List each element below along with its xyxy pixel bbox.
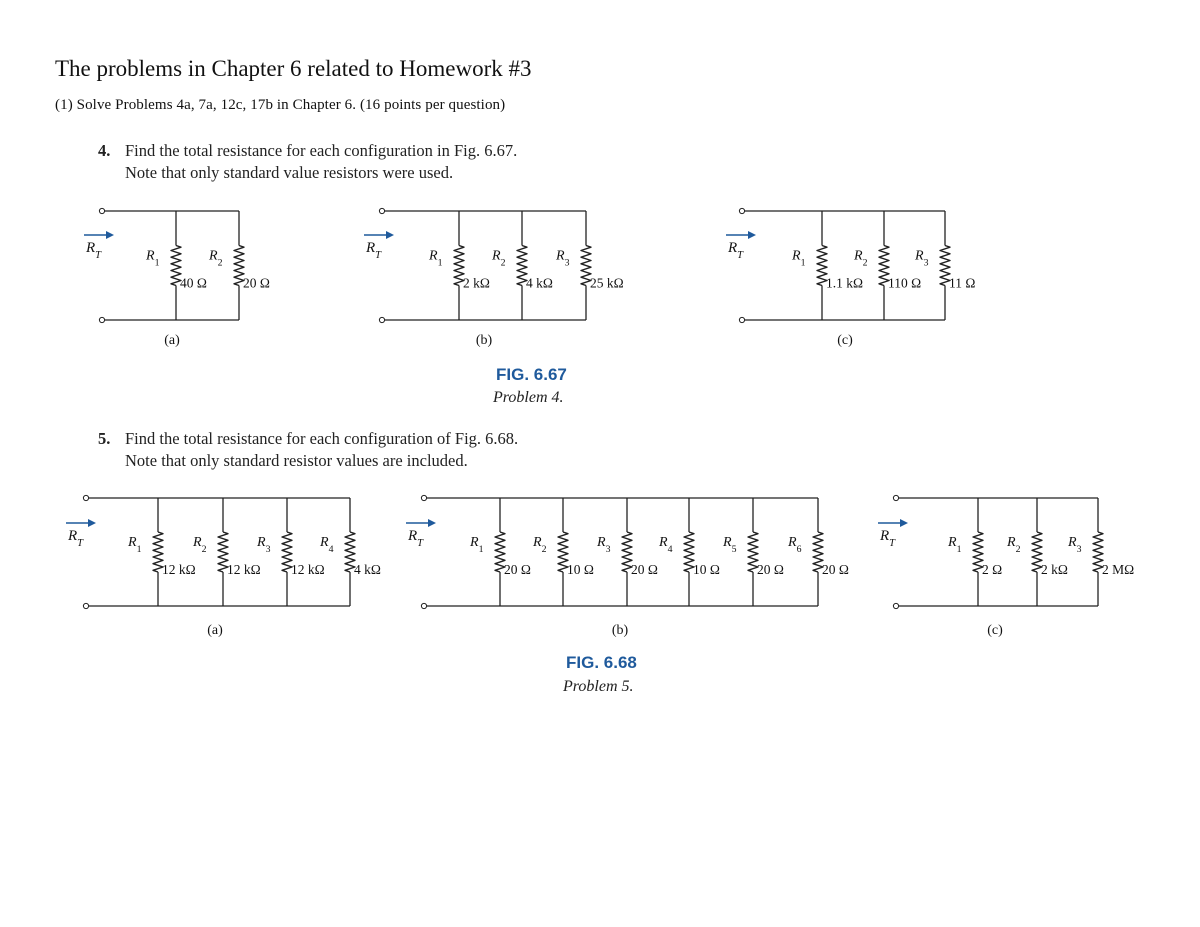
document-title: The problems in Chapter 6 related to Homework #3	[55, 56, 532, 81]
resistor-R6	[787, 498, 849, 606]
figure-6-68-caption: FIG. 6.68	[566, 653, 637, 672]
figure-6-67-subcaption: Problem 4.	[493, 389, 564, 406]
resistor-R2	[1006, 498, 1068, 606]
circuit-tag: (a)	[207, 623, 223, 638]
terminal-top	[739, 208, 744, 213]
homework-instruction: (1) Solve Problems 4a, 7a, 12c, 17b in Chapter 6. (16 points per question)	[55, 97, 506, 113]
problem-5-line-1: Find the total resistance for each configuration of Fig. 6.68.	[125, 429, 519, 448]
problem-4-line-1: Find the total resistance for each configuration in Fig. 6.67.	[125, 141, 518, 160]
resistor-value: 110 Ω	[888, 275, 922, 291]
resistor-R4	[658, 498, 720, 606]
circuit-tag: (b)	[475, 333, 493, 348]
resistor-label: $R_5$	[723, 535, 737, 555]
terminal-top	[421, 495, 426, 500]
resistor-R3	[1067, 498, 1134, 606]
resistor-R5	[722, 498, 784, 606]
resistor-value: 20 Ω	[243, 275, 270, 291]
circuit-tag: (b)	[611, 623, 629, 638]
resistor-label: $R_2$	[492, 248, 506, 268]
resistor-value: 12 kΩ	[291, 562, 325, 577]
resistor-R3	[596, 498, 658, 606]
resistor-R1	[428, 211, 490, 320]
rt-label: $R_T$	[68, 528, 84, 549]
resistor-R2	[853, 211, 921, 320]
resistor-value: 4 kΩ	[354, 562, 381, 577]
rt-arrow-head	[88, 519, 96, 527]
terminal-bottom	[83, 603, 88, 608]
resistor-label: $R_1$	[128, 535, 142, 555]
resistor-label: $R_1$	[429, 248, 443, 268]
resistor-R3	[256, 498, 325, 606]
resistor-R2	[532, 498, 594, 606]
resistor-label: $R_3$	[1068, 535, 1082, 555]
resistor-R1	[947, 498, 1002, 606]
terminal-top	[379, 208, 384, 213]
rt-arrow-head	[106, 231, 114, 239]
terminal-top	[83, 495, 88, 500]
resistor-label: $R_3$	[597, 535, 611, 555]
rt-arrow-head	[900, 519, 908, 527]
terminal-bottom	[99, 317, 104, 322]
resistor-label: $R_2$	[854, 248, 868, 268]
resistor-R2	[208, 211, 270, 320]
circuit-tag: (c)	[837, 333, 853, 348]
resistor-value: 11 Ω	[949, 275, 976, 291]
resistor-value: 10 Ω	[693, 562, 720, 577]
fig68-circuit-1	[66, 495, 381, 638]
resistor-R1	[791, 211, 863, 320]
resistor-value: 10 Ω	[567, 562, 594, 577]
resistor-label: $R_3$	[257, 535, 271, 555]
terminal-top	[99, 208, 104, 213]
figure-6-68-subcaption: Problem 5.	[563, 678, 634, 695]
terminal-bottom	[893, 603, 898, 608]
resistor-value: 2 kΩ	[463, 275, 490, 291]
resistor-value: 20 Ω	[631, 562, 658, 577]
rt-label: $R_T$	[728, 240, 744, 261]
rt-label: $R_T$	[86, 240, 102, 261]
resistor-R1	[145, 211, 207, 320]
resistor-value: 2 kΩ	[1041, 562, 1068, 577]
resistor-label: $R_1$	[470, 535, 484, 555]
fig67-circuit-2	[364, 208, 624, 348]
resistor-label: $R_1$	[948, 535, 962, 555]
problem-5-number: 5.	[98, 429, 111, 448]
resistor-value: 2 MΩ	[1102, 562, 1135, 577]
resistor-value: 40 Ω	[180, 275, 207, 291]
resistor-R2	[491, 211, 553, 320]
resistor-value: 1.1 kΩ	[826, 275, 864, 291]
resistor-value: 20 Ω	[757, 562, 784, 577]
resistor-label: $R_1$	[146, 248, 160, 268]
problem-4-number: 4.	[98, 141, 111, 160]
terminal-top	[893, 495, 898, 500]
circuit-tag: (c)	[987, 623, 1003, 638]
resistor-R3	[555, 211, 624, 320]
fig68-circuit-3	[878, 495, 1134, 638]
problem-5-line-2: Note that only standard resistor values are included.	[125, 451, 468, 470]
fig68-circuit-2	[406, 495, 849, 638]
fig67-circuit-3	[726, 208, 975, 348]
resistor-label: $R_4$	[659, 535, 673, 555]
resistor-value: 12 kΩ	[162, 562, 196, 577]
resistor-label: $R_2$	[533, 535, 547, 555]
rt-label: $R_T$	[880, 528, 896, 549]
circuit-tag: (a)	[164, 333, 180, 348]
terminal-bottom	[421, 603, 426, 608]
resistor-value: 20 Ω	[504, 562, 531, 577]
terminal-bottom	[379, 317, 384, 322]
resistor-label: $R_2$	[209, 248, 223, 268]
rt-arrow-head	[386, 231, 394, 239]
resistor-label: $R_2$	[193, 535, 207, 555]
rt-arrow-head	[748, 231, 756, 239]
rt-label: $R_T$	[408, 528, 424, 549]
resistor-R1	[127, 498, 196, 606]
fig67-circuit-1	[84, 208, 270, 348]
resistor-value: 4 kΩ	[526, 275, 553, 291]
resistor-value: 12 kΩ	[227, 562, 261, 577]
resistor-value: 25 kΩ	[590, 275, 624, 291]
resistor-R4	[319, 498, 381, 606]
figure-6-67-caption: FIG. 6.67	[496, 365, 567, 384]
resistor-value: 20 Ω	[822, 562, 849, 577]
terminal-bottom	[739, 317, 744, 322]
resistor-R1	[469, 498, 531, 606]
problem-4-line-2: Note that only standard value resistors were used.	[125, 163, 454, 182]
resistor-label: $R_1$	[792, 248, 806, 268]
resistor-label: $R_2$	[1007, 535, 1021, 555]
resistor-label: $R_3$	[556, 248, 570, 268]
resistor-value: 2 Ω	[982, 562, 1003, 577]
rt-arrow-head	[428, 519, 436, 527]
resistor-R3	[914, 211, 975, 320]
resistor-label: $R_3$	[915, 248, 929, 268]
resistor-R2	[192, 498, 261, 606]
resistor-label: $R_4$	[320, 535, 334, 555]
rt-label: $R_T$	[366, 240, 382, 261]
resistor-label: $R_6$	[788, 535, 802, 555]
